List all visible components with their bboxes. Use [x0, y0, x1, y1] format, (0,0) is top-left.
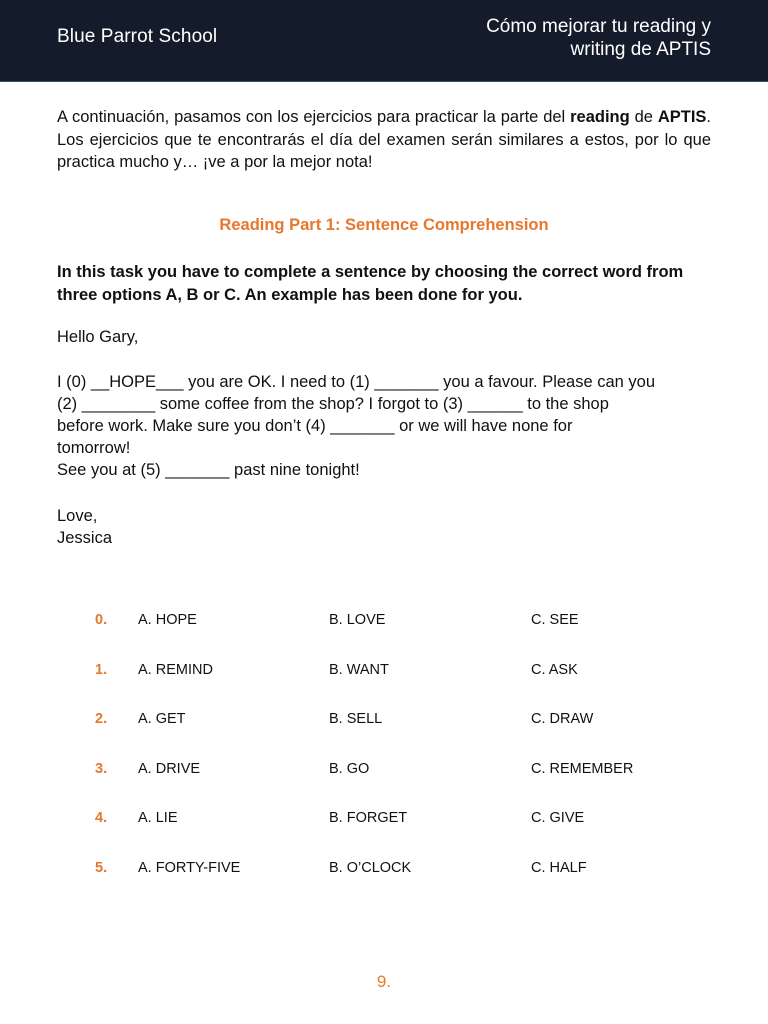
option-row-0: [0, 612, 768, 662]
document-title: [411, 15, 711, 61]
signoff-signature: Jessica: [57, 529, 113, 547]
page-number: 9.: [376, 972, 392, 991]
option-c: C. REMEMBER: [531, 760, 634, 777]
option-a: A. HOPE: [138, 612, 197, 628]
document-title-line-1: Cómo mejorar tu reading y: [486, 16, 711, 37]
signoff-closing: Love,: [57, 507, 98, 525]
option-row-4: [0, 810, 768, 860]
option-c: C. HALF: [531, 859, 587, 876]
option-a: A. REMIND: [138, 661, 213, 678]
option-row-2: [0, 711, 768, 761]
option-b: B. GO: [329, 760, 370, 777]
option-c: C. ASK: [531, 661, 578, 678]
question-number: 1.: [95, 661, 108, 678]
letter-signoff: [57, 505, 112, 549]
answer-options: [0, 612, 768, 909]
letter-line: (2) ________ some coffee from the shop? I forgot to (3) ______ to the shop: [57, 395, 609, 413]
question-number: 5.: [95, 859, 108, 876]
intro-bold-aptis: APTIS: [657, 108, 707, 126]
option-a: A. GET: [138, 711, 186, 727]
question-number: 0.: [95, 612, 108, 628]
option-b: B. SELL: [329, 711, 383, 727]
document-title-line-2: writing de APTIS: [570, 39, 711, 60]
section-title: Reading Part 1: Sentence Comprehension: [219, 216, 549, 234]
task-instructions: In this task you have to complete a sentence by choosing the correct word from three options A, B or C. An example has been done for you.: [57, 263, 684, 304]
letter-line: I (0) __HOPE___ you are OK. I need to (1) _______ you a favour. Please can you: [57, 373, 656, 391]
option-c: C. DRAW: [531, 711, 594, 727]
letter-line: before work. Make sure you don’t (4) _______ or we will have none for: [57, 417, 573, 435]
option-a: A. LIE: [138, 810, 178, 826]
school-name: Blue Parrot School: [57, 26, 218, 47]
question-number: 3.: [95, 760, 108, 777]
option-row-1: [0, 662, 768, 712]
option-row-5: [0, 860, 768, 910]
question-number: 2.: [95, 711, 108, 727]
option-a: A. FORTY-FIVE: [138, 859, 241, 876]
letter-greeting: Hello Gary,: [57, 328, 139, 346]
option-c: C. GIVE: [531, 810, 585, 826]
intro-bold-reading: reading: [570, 108, 630, 126]
option-b: B. LOVE: [329, 612, 386, 628]
letter-line: See you at (5) _______ past nine tonight!: [57, 461, 360, 479]
intro-paragraph: [57, 106, 711, 174]
letter-body: [57, 371, 707, 481]
intro-text-2: de: [629, 108, 658, 126]
option-a: A. DRIVE: [138, 760, 201, 777]
option-row-3: [0, 761, 768, 811]
question-number: 4.: [95, 810, 108, 826]
intro-text-3: . Los ejercicios que te encontrarás el día del examen serán similares a estos, por lo que practica mucho y… ¡ve a por la mejor nota!: [57, 108, 712, 171]
option-c: C. SEE: [531, 612, 579, 628]
option-b: B. FORGET: [329, 810, 408, 826]
letter-line: tomorrow!: [57, 439, 131, 457]
option-b: B. O’CLOCK: [329, 859, 412, 876]
page-header: [0, 0, 768, 82]
intro-text-1: A continuación, pasamos con los ejercicios para practicar la parte del: [57, 108, 571, 126]
option-b: B. WANT: [329, 661, 389, 678]
